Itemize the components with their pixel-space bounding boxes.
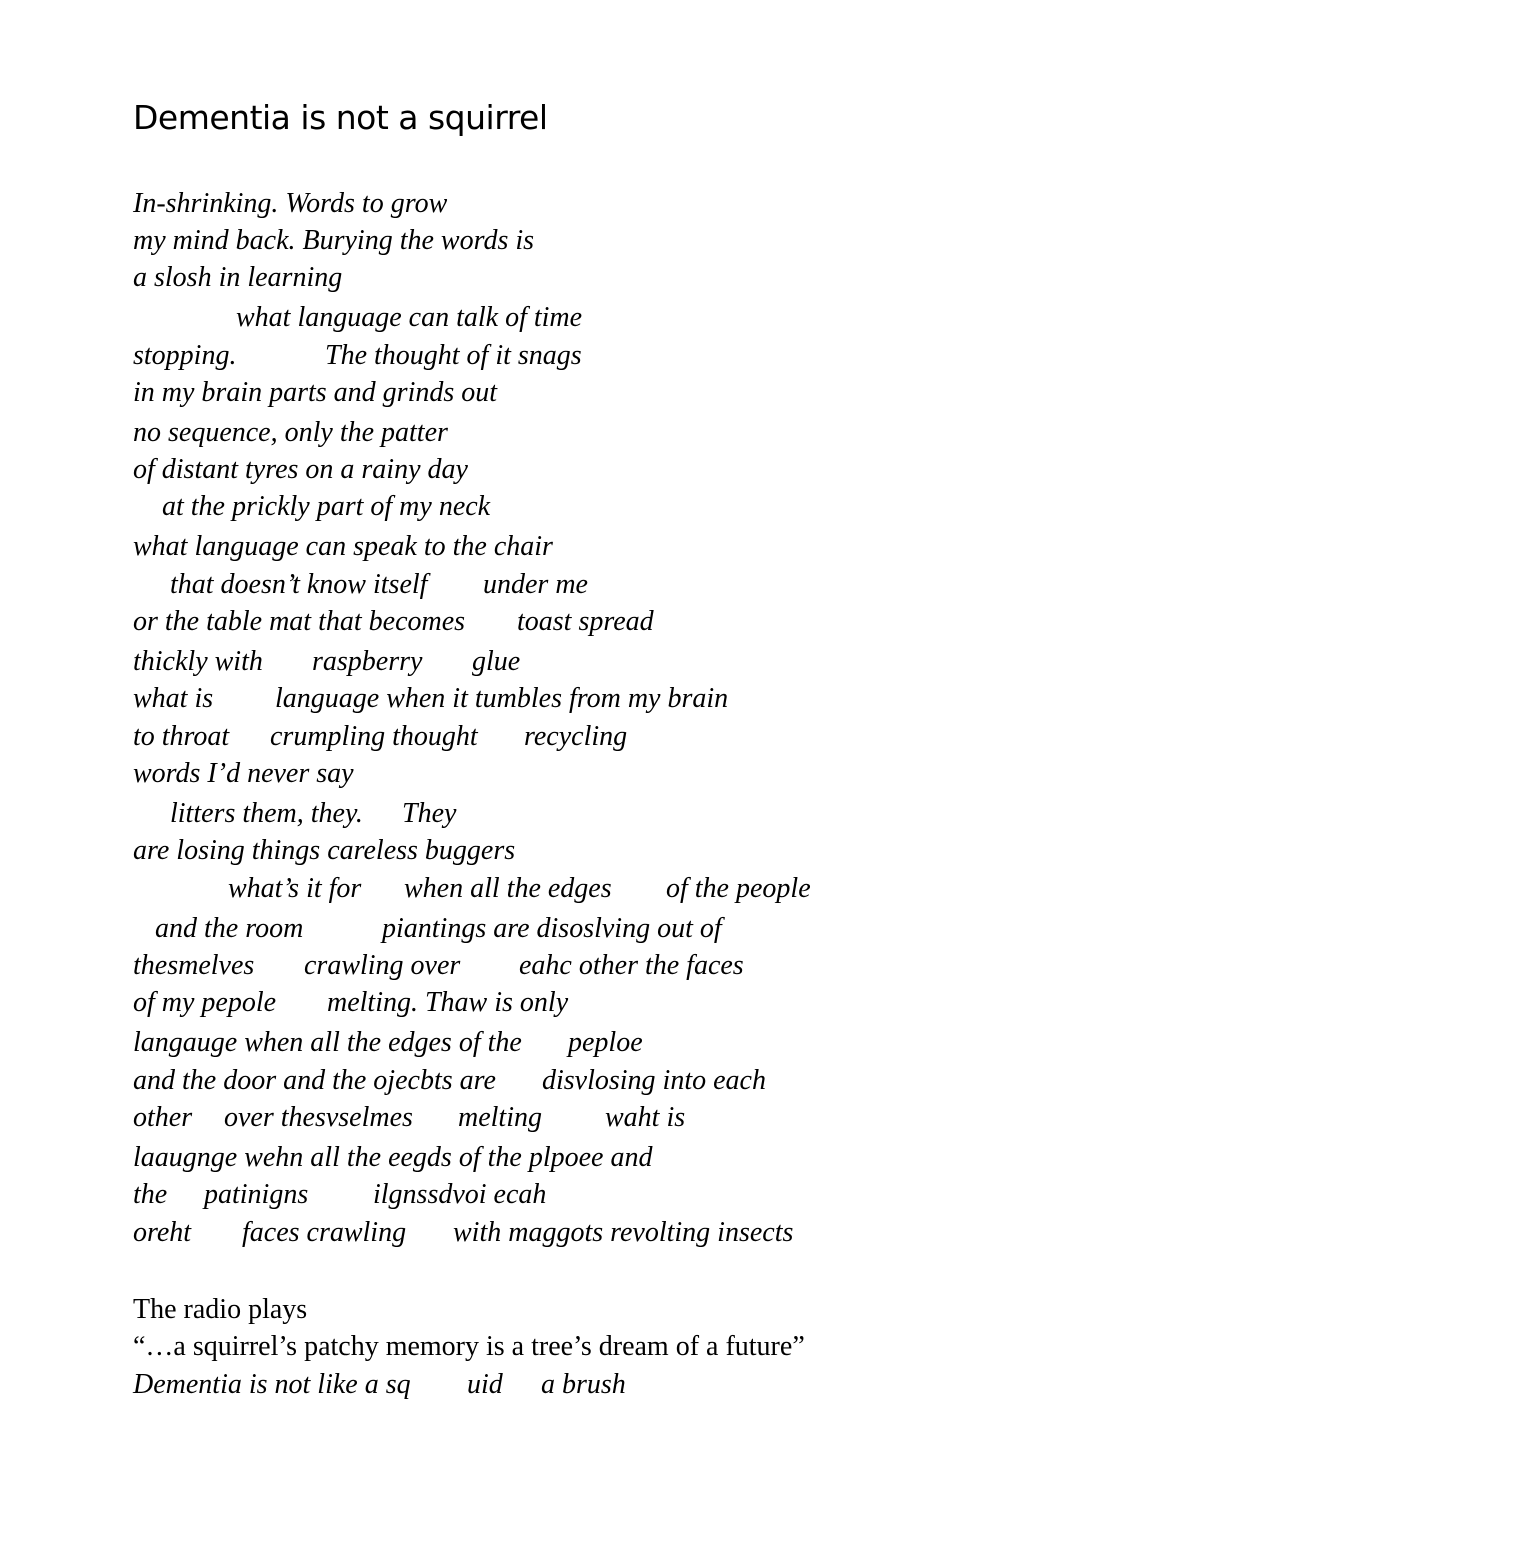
line-fragment: They (402, 798, 457, 829)
line-fragment: thickly with (133, 646, 263, 677)
poem-line (0, 260, 1000, 296)
line-fragment: over thesvselmes (224, 1102, 413, 1133)
line-fragment: Dementia is not like a sq (133, 1369, 411, 1400)
poem-line (0, 911, 1000, 947)
poem-line (0, 1063, 1000, 1099)
line-fragment: in my brain parts and grinds out (133, 377, 498, 408)
line-fragment: or the table mat that becomes (133, 606, 466, 637)
line-fragment: eahc other the faces (519, 950, 744, 981)
line-fragment: glue (472, 646, 521, 677)
line-fragment: and the door and the ojecbts are (133, 1065, 496, 1096)
poem-line (0, 644, 1000, 680)
poem-line (0, 338, 1000, 374)
line-fragment: peploe (568, 1027, 643, 1058)
line-fragment: piantings are disoslving out of (382, 913, 722, 944)
line-fragment: The thought of it snags (325, 340, 582, 371)
line-fragment: stopping. (133, 340, 237, 371)
poem-line (0, 529, 1000, 565)
poem-line (0, 1140, 1000, 1176)
line-fragment: of my pepole (133, 987, 277, 1018)
line-fragment: crumpling thought (270, 721, 478, 752)
poem-line (0, 1215, 1000, 1251)
poem-line (0, 1100, 1000, 1136)
poem-line (0, 756, 1000, 792)
line-fragment: what language can talk of time (236, 302, 583, 333)
poem-line (0, 719, 1000, 755)
line-fragment: faces crawling (242, 1217, 407, 1248)
line-fragment: no sequence, only the patter (133, 417, 448, 448)
poem-line (0, 1367, 1000, 1403)
line-fragment: langauge when all the edges of the (133, 1027, 522, 1058)
line-fragment: litters them, they. (170, 798, 363, 829)
line-fragment: of distant tyres on a rainy day (133, 454, 468, 485)
line-fragment: uid (467, 1369, 503, 1400)
line-fragment: language when it tumbles from my brain (275, 683, 729, 714)
line-fragment: my mind back. Burying the words is (133, 225, 535, 256)
line-fragment: at the prickly part of my neck (162, 491, 491, 522)
poem-line (0, 604, 1000, 640)
poem-line (0, 415, 1000, 451)
line-fragment: a brush (541, 1369, 626, 1400)
line-fragment: In-shrinking. Words to grow (133, 188, 448, 219)
line-fragment: ilgnssdvoi ecah (373, 1179, 547, 1210)
line-fragment: laaugnge wehn all the eegds of the plpoee and (133, 1142, 653, 1173)
line-fragment: when all the edges (404, 873, 612, 904)
line-fragment: and the room (155, 913, 304, 944)
line-fragment: thesmelves (133, 950, 255, 981)
poem-line (0, 186, 1000, 222)
poem-line (0, 1177, 1000, 1213)
line-fragment: recycling (524, 721, 628, 752)
poem-line (0, 375, 1000, 411)
line-fragment: words I’d never say (133, 758, 354, 789)
line-fragment: oreht (133, 1217, 192, 1248)
poem-line (0, 1025, 1000, 1061)
line-fragment: that doesn’t know itself (170, 569, 428, 600)
poem-line (0, 985, 1000, 1021)
line-fragment: a slosh in learning (133, 262, 343, 293)
line-fragment: toast spread (517, 606, 654, 637)
line-fragment: “…a squirrel’s patchy memory is a tree’s dream of a future” (133, 1331, 805, 1362)
poem-line (0, 948, 1000, 984)
line-fragment: are losing things careless buggers (133, 835, 516, 866)
poem-line (0, 1329, 1000, 1365)
line-fragment: of the people (666, 873, 811, 904)
line-fragment: The radio plays (133, 1294, 308, 1325)
line-fragment: crawling over (304, 950, 461, 981)
line-fragment: under me (483, 569, 588, 600)
poem-line (0, 796, 1000, 832)
poem-title: Dementia is not a squirrel (133, 98, 548, 137)
poem-line (0, 452, 1000, 488)
line-fragment: patinigns (204, 1179, 309, 1210)
line-fragment: what’s it for (228, 873, 362, 904)
line-fragment: to throat (133, 721, 230, 752)
line-fragment: raspberry (312, 646, 423, 677)
line-fragment: melting (458, 1102, 542, 1133)
poem-line (0, 223, 1000, 259)
poem-line (0, 1292, 1000, 1328)
line-fragment: melting. Thaw is only (327, 987, 569, 1018)
line-fragment: waht is (605, 1102, 686, 1133)
line-fragment: what language can speak to the chair (133, 531, 553, 562)
line-fragment: what is (133, 683, 214, 714)
line-fragment: disvlosing into each (542, 1065, 766, 1096)
poem-line (0, 300, 1000, 336)
poem-line (0, 489, 1000, 525)
poem-line (0, 681, 1000, 717)
poem-line (0, 567, 1000, 603)
poem-line (0, 833, 1000, 869)
poem-line (0, 871, 1000, 907)
line-fragment: other (133, 1102, 193, 1133)
line-fragment: with maggots revolting insects (453, 1217, 794, 1248)
line-fragment: the (133, 1179, 168, 1210)
